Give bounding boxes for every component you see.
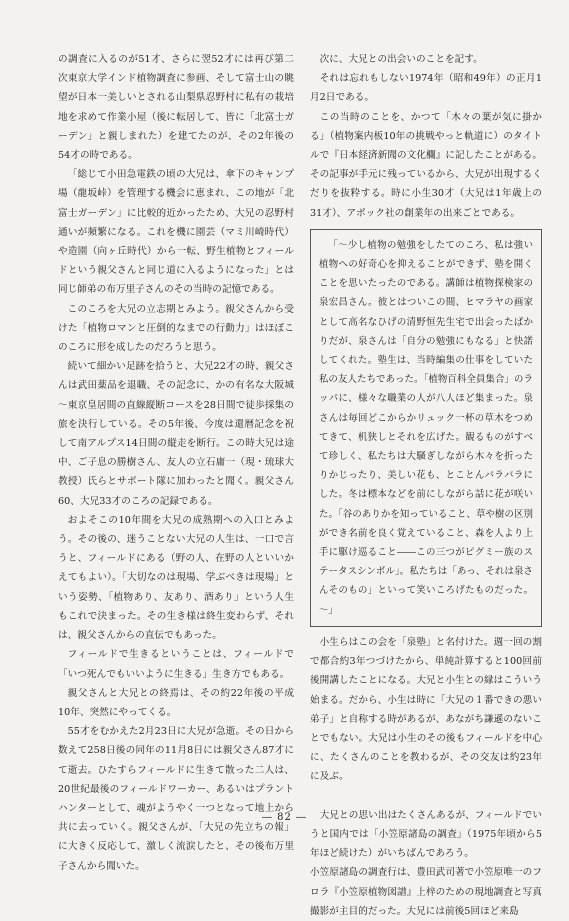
paragraph: それは忘れもしない1974年（昭和49年）の正月1月2日である。 (310, 73, 542, 104)
paragraph: 次に、大兄との出会いのことを記す。 (319, 54, 483, 65)
paragraph: 小生らはこの会を「泉塾」と名付けた。週一回の割で都合約3年つづけたから、単純計算すると100回前後開講したことになる。大兄と小生との縁はこういう始まる。だから、小生は時に「大兄の１番できの悪い弟子」と自称する時があるが、あながち謙遜のないことでもない。大兄は小生のその後もフィールドを中心に、たくさんのことを教わるが、その交友は約23年に及ぶ。 (310, 636, 542, 783)
page-number: ― 82 ― (261, 812, 308, 823)
paragraph: フィールドで生きるということは、フィールドで「いつ死んでもいいように生きる」生き方でもある。 (58, 649, 294, 680)
paragraph: 親父さんと大兄との終焉は、その約22年後の平成10年、突然にやってくる。 (58, 687, 294, 718)
paragraph: およそこの10年間を大兄の成熟期への入口とみよう。その後の、迷うことない大兄の人生は、一口で言うと、フィールドにある（野の人、在野の人といいかえてもよい）。「大切なのは現場、学ぶべきは現場」という姿勢、「植物あり、友あり、酒あり」という人生もこれで決まった。その生き様は終生変わらず、それは、親父さんからの直伝でもあった。 (58, 514, 294, 642)
paragraph-gap (310, 787, 542, 806)
paragraph: このころを大兄の立志期とみよう。親父さんから受けた「植物ロマンと圧倒的なまでの行動力」はほぼこのころに形を成したのだろうと思う。 (58, 303, 294, 354)
paragraph: この当時のことを、かつて「木々の葉が気に掛かる」（植物案内板10年の挑戦やっと軌道に）のタイトルで『日本経済新聞の文化欄』に記したことがある。その記事が手元に残っているから、大兄が出現するくだりを抜粋する。時に小生30才（大兄は1年歳上の31才）、アポック社の創業年の出来ごとである。 (310, 111, 542, 219)
right-text-column (310, 50, 542, 921)
excerpt-text: 「～少し植物の勉強をしたてのころ、私は強い植物への好奇心を抑えることができず、塾を開くことを思いたったのである。講師は植物探検家の泉宏昌さん。彼とはついこの間、ヒマラヤの画家として高名なひげの清野恒先生宅で出会ったばかりだが、泉さんは「自分の勉強にもなる」と快諾してくれた。塾生は、当時編集の仕事をしていた私の友人たちであった。「植物百科全員集合」のラッパに、様々な職業の人が八人ほど集まった。泉さんは毎回どこからかリュック一杯の草木をつめてきて、机狭しとそれを広げた。観るものがすべて珍しく、私たちは大騒ぎしながら木々を折ったりかじったり、美しい花も、とことんバラバラにした。冬は標本などを前にしながら話に花が咲いた。「谷のありかを知っていること、草や樹の区別ができ名前を良く覚えていること、森を人より上手に駆け巡ること――この三つがピグミー族のステータスシンボル」。私たちは「あっ、それは泉さんそのもの」といって笑いころげたものだった。～」 (319, 239, 533, 616)
left-text-column (58, 50, 294, 876)
paragraph: 大兄との思い出はたくさんあるが、フィールドでいうと国内では「小笠原諸島の調査」（1975年頃から5年ほど続けた）がいちばんであろう。 (310, 809, 542, 860)
paragraph: 小笠原諸島の調査行は、豊田武司著で小笠原唯一のフロラ『小笠原植物図譜』上梓のための現地調査と写真撮影が主目的だった。大兄には前後5回ほど来島 (310, 867, 542, 917)
paragraph: 「総じて小田急電鉄の頃の大兄は、傘下のキャンプ場（龍坂峠）を管理する機会に恵まれ、この地が「北富士ガーデン」に比較的近かったため、大兄の忍野村通いが頻繁になる。これを機に園芸（マミ川崎時代）や造園（向ヶ丘時代）から一転、野生植物とフィールドという親父さんと同じ道に入るようになった」とは同じ師弟の布万里子さんのその当時の記憶である。 (58, 169, 294, 296)
newspaper-excerpt-box (310, 229, 542, 627)
paragraph: 55才をむかえた2月23日に大兄が急逝。その日から数えて258日後の同年の11月8日には親父さん87才にて逝去。ひたすらフィールドに生きて散った二人は、20世紀最後のフィールドワーカー、あるいはプラントハンターとして、魂がようやく一つとなって地上から共に去っていく。親父さんが、「大兄の先立ちの報」に大きく反応して、激しく流涙したと、その後布万里子さんから聞いた。 (58, 726, 294, 872)
paragraph: の調査に入るのが51才、さらに翌52才には再び第二次東京大学インド植物調査に参画、そして富士山の眺望が日本一美しいとされる山梨県忍野村に私有の栽培地を求めて作業小屋（後に転居して、皆に「北富士ガーデン」と親しまれた）を建てたのが、その2年後の54才の時である。 (58, 54, 294, 162)
paragraph: 続いて細かい足跡を拾うと、大兄22才の時、親父さんは武田薬品を退職、その記念に、かの有名な大阪城～東京皇居間の直線縦断コースを28日間で徒歩採集の旅を決行している。その5年後、今度は還暦記念を祝して南アルプス14日間の縦走を断行。この時大兄は途中、ご子息の勝樹さん、友人の立石庸一（現・琉球大教授）氏らとサポート隊に加わったと聞く。親父さん60、大兄33才のころの記録である。 (58, 361, 294, 507)
